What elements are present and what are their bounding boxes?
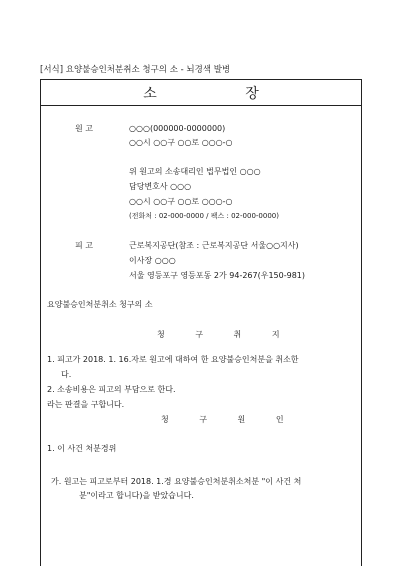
complaint-document [40,79,362,566]
defendant-name: 근로복지공단(참조 : 근로복지공단 서울○○지사) [129,241,299,250]
cause-heading: 청 구 원 인 [161,415,298,424]
claim-1-line-1: 1. 피고가 2018. 1. 16.자로 원고에 대하여 한 요양불승인처분을 취소한 [47,355,299,364]
case-name: 요양불승인처분취소 청구의 소 [47,300,153,309]
item-ga-line-2: 분"이라고 합니다)을 받았습니다. [79,491,194,500]
claim-1-line-2: 다. [61,370,72,379]
title-row [41,80,361,106]
agent-contact: (전화처 : 02-000-0000 / 팩스 : 02-000-0000) [129,212,279,220]
plaintiff-lawyer: 담당변호사 ○○○ [129,182,192,191]
claim-2: 2. 소송비용은 피고의 부담으로 한다. [47,385,176,394]
plaintiff-agent: 위 원고의 소송대리인 법무법인 ○○○ [129,167,261,176]
defendant-address: 서울 영등포구 영등포동 2가 94-267(우150-981) [129,271,306,280]
plaintiff-address: ○○시 ○○구 ○○로 ○○○-○ [129,138,233,147]
plaintiff-label: 원 고 [75,124,93,133]
claim-heading: 청 구 취 지 [157,330,294,339]
defendant-representative: 이사장 ○○○ [129,256,176,265]
form-header-note: [서식] 요양불승인처분취소 청구의 소 - 뇌경색 발병 [40,65,231,75]
item-ga-line-1: 가. 원고는 피고로부터 2018. 1.경 요양불승인처분취소처분 "이 사건 처 [51,477,302,486]
claim-closing: 라는 판결을 구합니다. [47,400,125,409]
document-title: 소 장 [143,85,301,102]
agent-address: ○○시 ○○구 ○○로 ○○○-○ [129,197,233,206]
plaintiff-name: ○○○(000000-0000000) [129,124,226,133]
section-1-heading: 1. 이 사건 처분경위 [47,444,117,453]
defendant-label: 피 고 [75,241,93,250]
